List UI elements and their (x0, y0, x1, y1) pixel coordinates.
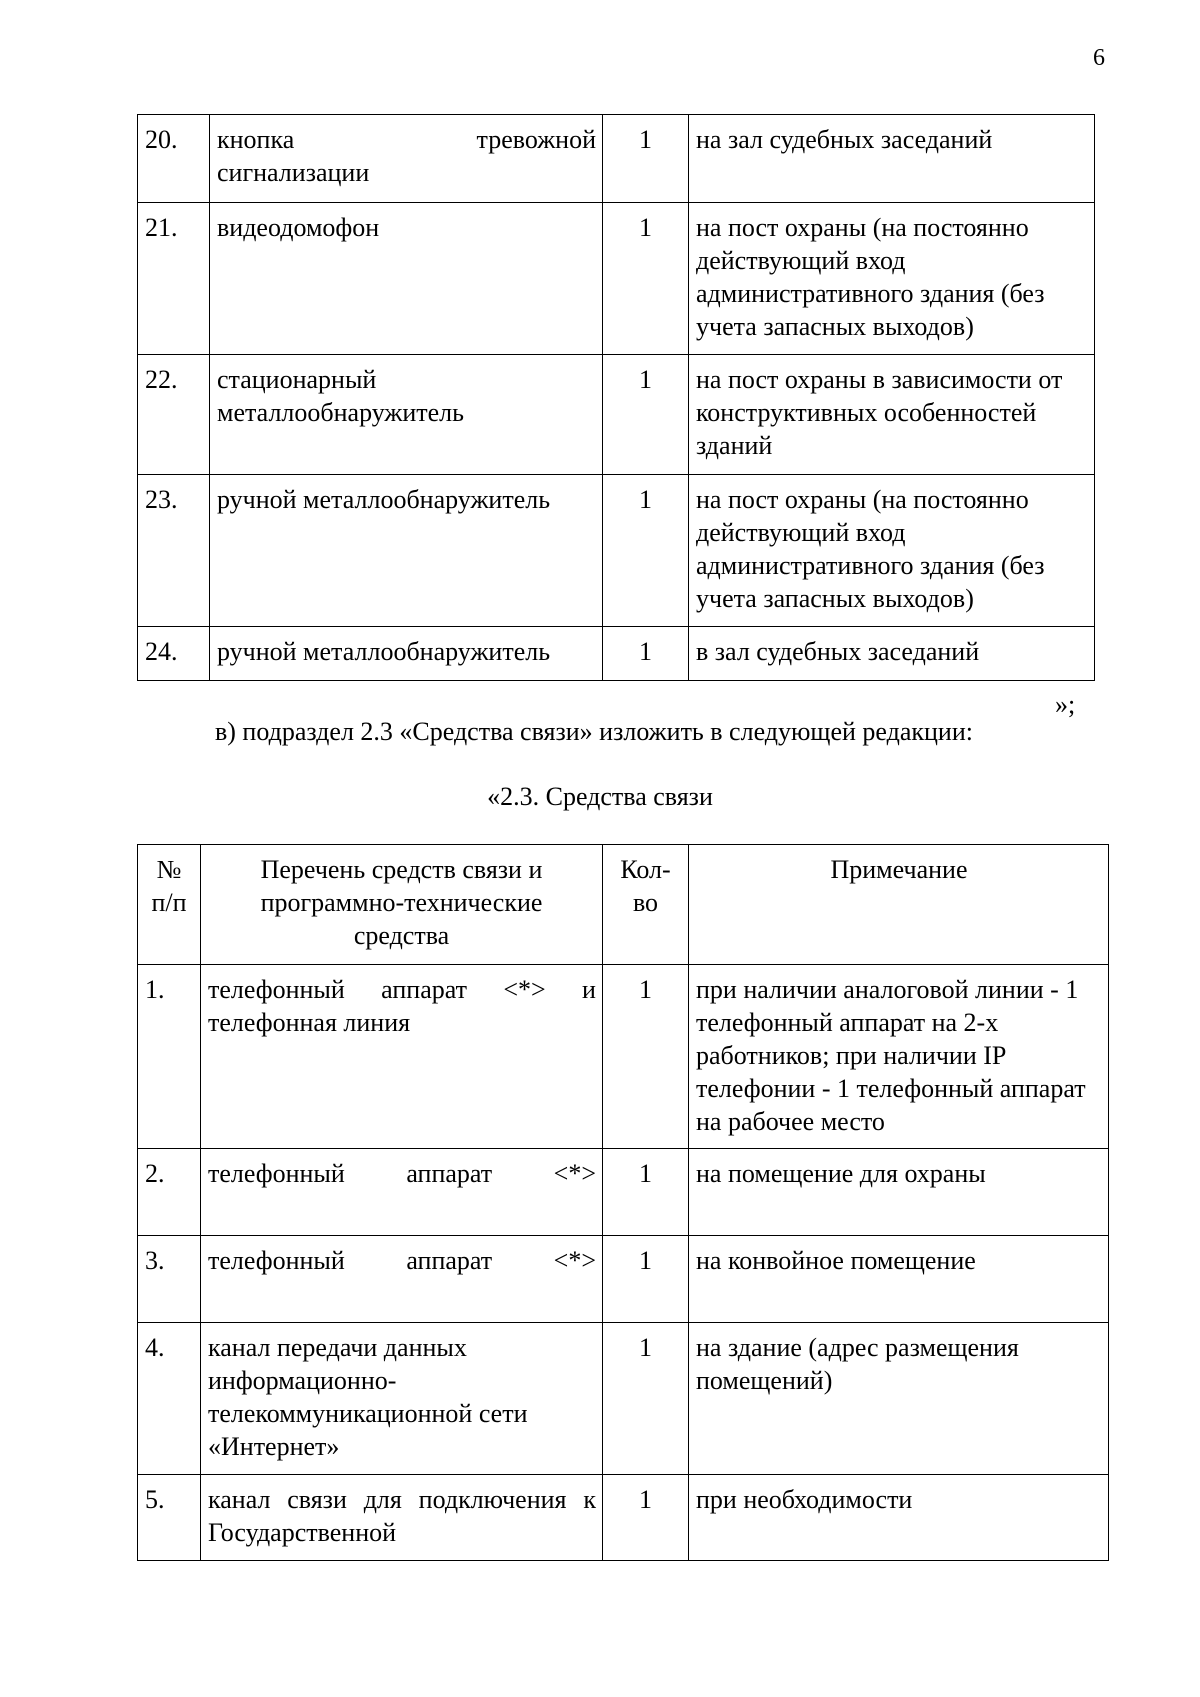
table-row (138, 203, 1095, 355)
item-quantity: 1 (603, 1475, 689, 1561)
item-name: канал передачи данных информационно- телекоммуникационной сети «Интернет» (201, 1323, 603, 1475)
item-note: на пост охраны (на постоянно действующий вход административного здания (без учета запасных выходов) (689, 203, 1095, 355)
section-heading: «2.3. Средства связи (487, 782, 713, 811)
item-quantity: 1 (603, 475, 689, 627)
row-number: 23. (138, 475, 210, 627)
header-note: Примечание (689, 845, 1109, 965)
table-row (138, 475, 1095, 627)
row-number: 4. (138, 1323, 201, 1475)
row-number: 2. (138, 1149, 201, 1236)
item-name: кнопка тревожной сигнализации (210, 115, 603, 203)
table-row (138, 1236, 1109, 1323)
item-quantity: 1 (603, 1149, 689, 1236)
item-note: на пост охраны в зависимости от конструктивных особенностей зданий (689, 355, 1095, 475)
header-num: № п/п (138, 845, 201, 965)
header-qty: Кол-во (603, 845, 689, 965)
item-note: на помещение для охраны (689, 1149, 1109, 1236)
table-row (138, 115, 1095, 203)
item-name: ручной металлообнаружитель (210, 475, 603, 627)
item-note: на здание (адрес размещения помещений) (689, 1323, 1109, 1475)
page-number: 6 (1093, 45, 1105, 71)
item-quantity: 1 (603, 115, 689, 203)
item-quantity: 1 (603, 355, 689, 475)
table-row (138, 1475, 1109, 1561)
security-equipment-table (137, 114, 1095, 681)
item-name: ручной металлообнаружитель (210, 627, 603, 681)
communication-means-table (137, 844, 1109, 1561)
item-name: видеодомофон (210, 203, 603, 355)
table-row (138, 1149, 1109, 1236)
item-note: на зал судебных заседаний (689, 115, 1095, 203)
item-note: при наличии аналоговой линии - 1 телефонный аппарат на 2-х работников; при наличии IP телефонии - 1 телефонный аппарат на рабочее место (689, 965, 1109, 1149)
item-quantity: 1 (603, 1236, 689, 1323)
item-note: на конвойное помещение (689, 1236, 1109, 1323)
row-number: 21. (138, 203, 210, 355)
table-row (138, 1323, 1109, 1475)
row-number: 5. (138, 1475, 201, 1561)
row-number: 22. (138, 355, 210, 475)
row-number: 1. (138, 965, 201, 1149)
closing-quote: »; (1055, 690, 1076, 719)
row-number: 3. (138, 1236, 201, 1323)
item-name: телефонный аппарат <*> и телефонная линия (201, 965, 603, 1149)
item-name: канал связи для подключения к Государственной (201, 1475, 603, 1561)
item-note: при необходимости (689, 1475, 1109, 1561)
item-quantity: 1 (603, 627, 689, 681)
header-name: Перечень средств связи и программно-технические средства (201, 845, 603, 965)
table-row (138, 627, 1095, 681)
item-quantity: 1 (603, 1323, 689, 1475)
amendment-paragraph: в) подраздел 2.3 «Средства связи» изложить в следующей редакции: (215, 717, 973, 746)
item-name: телефонный аппарат <*> (201, 1149, 603, 1236)
row-number: 20. (138, 115, 210, 203)
item-quantity: 1 (603, 965, 689, 1149)
item-name: стационарный металлообнаружитель (210, 355, 603, 475)
item-note: в зал судебных заседаний (689, 627, 1095, 681)
item-quantity: 1 (603, 203, 689, 355)
item-note: на пост охраны (на постоянно действующий вход административного здания (без учета запасных выходов) (689, 475, 1095, 627)
table-row (138, 965, 1109, 1149)
row-number: 24. (138, 627, 210, 681)
table-row (138, 355, 1095, 475)
item-name: телефонный аппарат <*> (201, 1236, 603, 1323)
table-header-row (138, 845, 1109, 965)
